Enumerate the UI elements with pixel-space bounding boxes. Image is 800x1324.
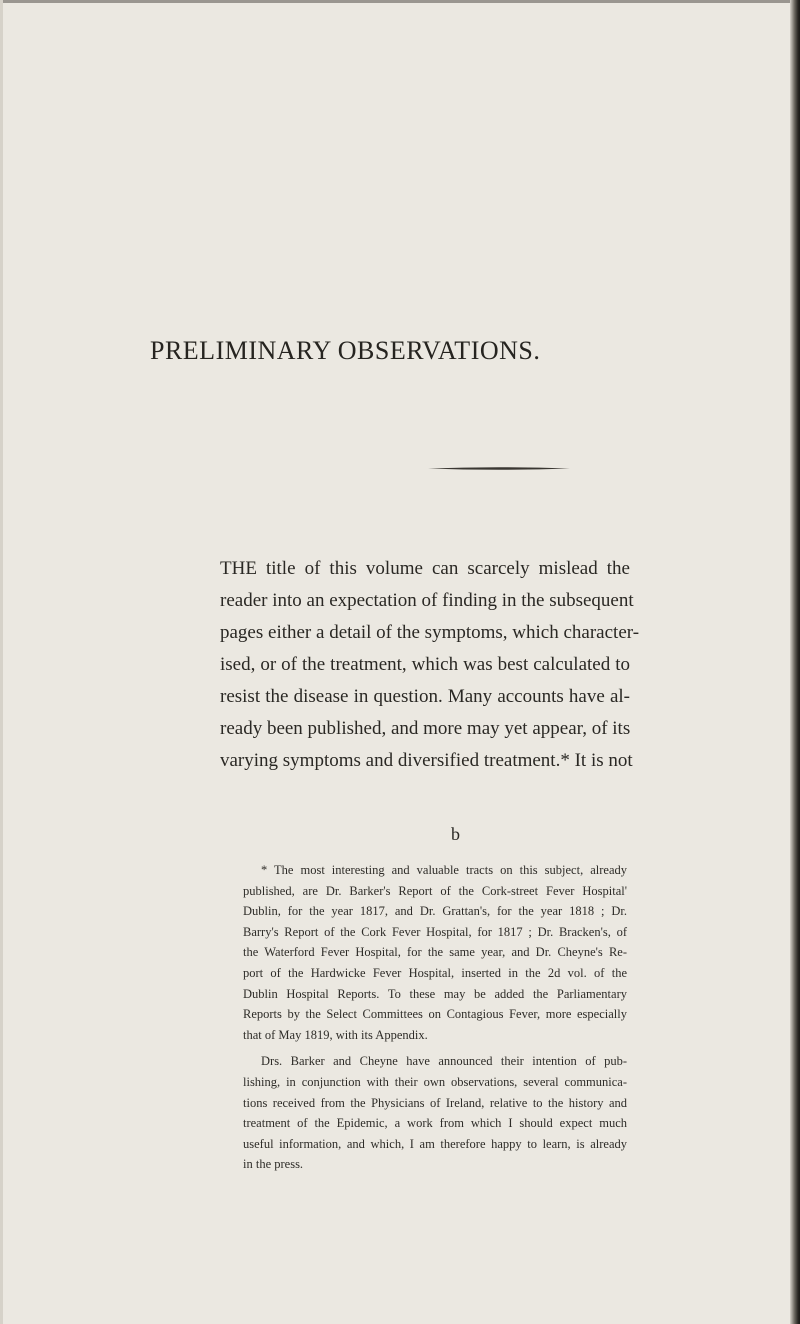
footnote-line: Dublin, for the year 1817, and Dr. Grattan's, for the year 1818 ; Dr.: [243, 904, 627, 919]
footnote-line: tions received from the Physicians of Ireland, relative to the history and: [243, 1095, 627, 1110]
footnote-line: Barry's Report of the Cork Fever Hospital, for 1817 ; Dr. Bracken's, of: [243, 924, 627, 939]
body-line: ised, or of the treatment, which was best calculated to: [220, 654, 630, 675]
decorative-rule: [428, 466, 570, 471]
page-top-edge: [0, 0, 800, 3]
body-line: reader into an expectation of finding in the subsequent: [220, 590, 634, 611]
section-title: PRELIMINARY OBSERVATIONS.: [150, 336, 541, 365]
footnote-line: * The most interesting and valuable tracts on this subject, already: [261, 863, 627, 877]
footnote-line: treatment of the Epidemic, a work from which I should expect much: [243, 1116, 627, 1131]
footnote-line: Drs. Barker and Cheyne have announced their intention of pub-: [261, 1054, 627, 1069]
footnotes: [225, 860, 627, 1181]
footnote-line: Reports by the Select Committees on Contagious Fever, more especially: [243, 1007, 627, 1022]
footnote-line: in the press.: [243, 1157, 304, 1172]
footnote-line: Dublin Hospital Reports. To these may be added the Parliamentary: [243, 986, 627, 1001]
book-binding-edge: [790, 0, 800, 1324]
footnote-line: the Waterford Fever Hospital, for the same year, and Dr. Cheyne's Re-: [243, 945, 627, 960]
footnote-line: port of the Hardwicke Fever Hospital, inserted in the 2d vol. of the: [243, 965, 627, 980]
footnote-line: that of May 1819, with its Appendix.: [243, 1027, 428, 1042]
page-left-edge: [0, 0, 3, 1324]
body-line: THE title of this volume can scarcely mislead the: [220, 558, 630, 579]
body-paragraph: [220, 553, 640, 777]
footnote-1: [225, 860, 627, 1045]
signature-mark: b: [451, 824, 460, 844]
body-line: pages either a detail of the symptoms, which character-: [220, 622, 640, 643]
footnote-2: [225, 1051, 627, 1175]
body-line: resist the disease in question. Many accounts have al-: [220, 686, 630, 707]
footnote-line: lishing, in conjunction with their own observations, several communica-: [243, 1074, 627, 1089]
body-line: ready been published, and more may yet appear, of its: [220, 718, 631, 739]
footnote-line: useful information, and which, I am therefore happy to learn, is already: [243, 1136, 627, 1151]
footnote-line: published, are Dr. Barker's Report of the Cork-street Fever Hospital': [243, 883, 627, 898]
body-line: varying symptoms and diversified treatment.* It is not: [220, 750, 633, 771]
